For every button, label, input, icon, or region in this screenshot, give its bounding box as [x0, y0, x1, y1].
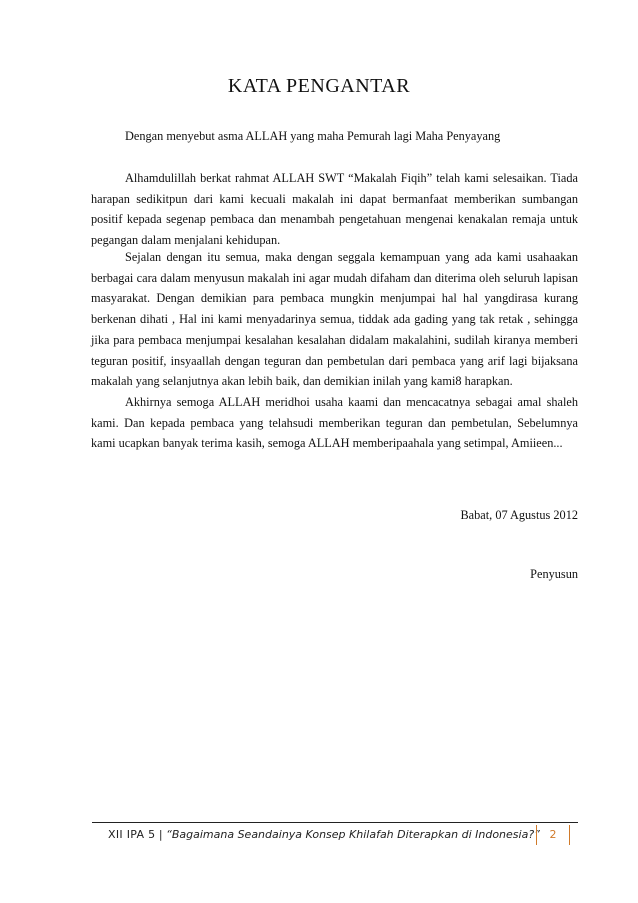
signature-label: Penyusun: [530, 567, 578, 581]
paragraph-text: Akhirnya semoga ALLAH meridhoi usaha kaami dan mencacatnya sebagai amal shaleh kami. Dan kepada pembaca yang telahsudi memberikan teguran dan pembetulan, Sebelumnya kami ucapkan banyak terima kasih, semoga ALLAH memberipaahala yang setimpal, Amiieen...: [91, 395, 578, 451]
footer-separator: |: [158, 828, 163, 841]
page-footer: [92, 822, 578, 849]
paragraph-1: [91, 168, 578, 251]
paragraph-2: [91, 247, 578, 392]
page-number: 2: [536, 825, 570, 845]
paragraph-3: [91, 392, 578, 454]
footer-running-title: [108, 828, 540, 841]
page-title: KATA PENGANTAR: [227, 75, 411, 98]
place-date: Babat, 07 Agustus 2012: [460, 508, 578, 522]
footer-book-title: “Bagaimana Seandainya Konsep Khilafah Diterapkan di Indonesia?”: [166, 828, 540, 841]
paragraph-text: Alhamdulillah berkat rahmat ALLAH SWT “Makalah Fiqih” telah kami selesaikan. Tiada harapan sedikitpun dari kami kecuali makalah ini dapat bermanfaat memberikan sumbangan positif kepada segenap pembaca dan menambah pengetahuan mengenai kenakalan remaja untuk pegangan dalam menjalani kehidupan.: [91, 171, 578, 248]
footer-class-label: XII IPA 5: [108, 828, 156, 841]
paragraph-text: Sejalan dengan itu semua, maka dengan seggala kemampuan yang ada kami usahaakan berbagai cara dalam menyusun makalah ini agar mudah difaham dan diterima oleh seluruh lapisan masyarakat. Dengan demikian para pembaca mungkin menjumpai hal hal yangdirasa kurang berkenan dihati , Hal ini kami menyadarinya semua, tiddak ada gading yang tak retak , sehingga jika para pembaca menjumpai kesalahan kesalahan didalam makalahini, sudilah kiranya memberi teguran positif, insyaallah dengan teguran dan pembetulan dari pembaca yang arif lagi bijaksana makalah yang selanjutnya akan lebih baik, dan demikian inilah yang kami8 harapkan.: [91, 250, 578, 389]
opening-line: Dengan menyebut asma ALLAH yang maha Pemurah lagi Maha Penyayang: [125, 129, 501, 143]
